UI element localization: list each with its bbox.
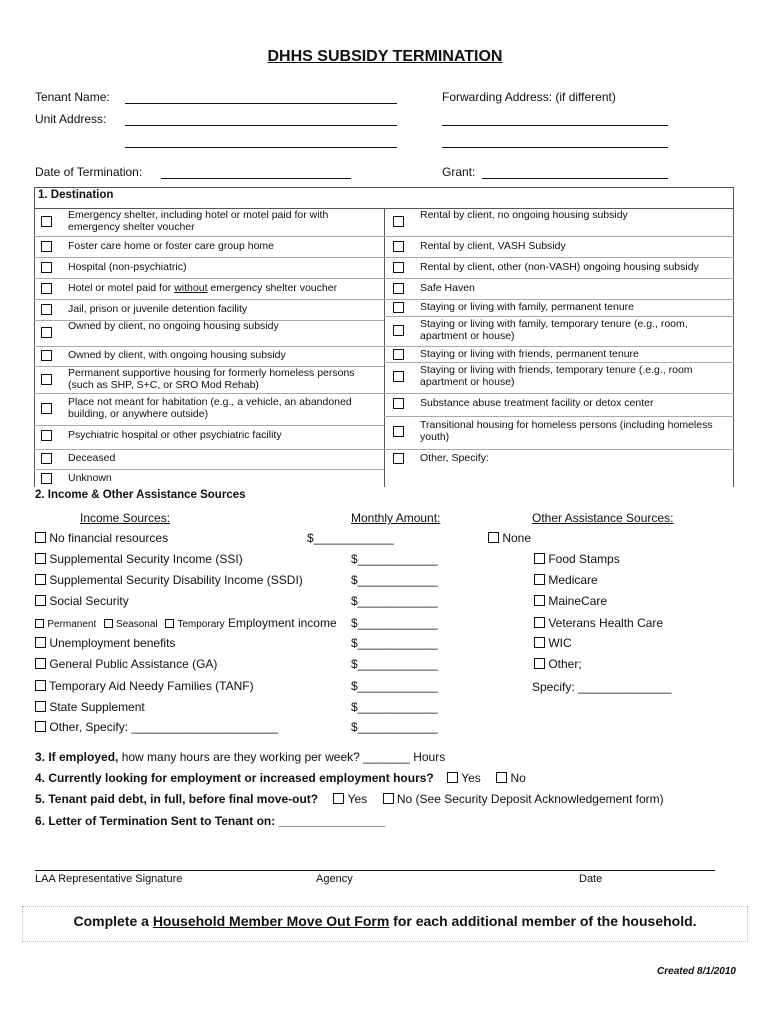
destination-left-checkbox-12[interactable] [41,473,52,484]
income-checkbox-9[interactable] [35,701,46,712]
monthly-amount-field-2[interactable]: $____________ [351,552,438,566]
income-row-10: Other, Specify: ______________________ [35,720,278,734]
other-assistance-checkbox-6[interactable] [534,637,545,648]
destination-left-option-3: Hospital (non-psychiatric) [68,261,187,273]
temporary-checkbox[interactable] [165,619,174,628]
q5-yes-checkbox[interactable] [333,793,344,804]
date-of-termination-label: Date of Termination: [35,165,143,179]
other-assistance-item-2: Food Stamps [534,552,620,566]
destination-left-checkbox-8[interactable] [41,374,52,385]
destination-left-checkbox-9[interactable] [41,403,52,414]
grant-field[interactable] [482,178,668,179]
agency-label: Agency [316,873,353,885]
grant-label: Grant: [442,165,476,179]
question-5: 5. Tenant paid debt, in full, before final move-out? Yes No (See Security Deposit Acknowledgement form) [35,792,664,806]
monthly-amount-field-4[interactable]: $____________ [351,594,438,608]
other-specify-field[interactable]: Specify: ______________ [532,680,672,694]
move-out-form-link[interactable]: Household Member Move Out Form [152,913,390,929]
signature-label: LAA Representative Signature [35,873,183,885]
income-heading: 2. Income & Other Assistance Sources [35,489,246,501]
income-checkbox-4[interactable] [35,595,46,606]
monthly-amount-field-3[interactable]: $____________ [351,573,438,587]
forwarding-address-field[interactable] [442,125,668,126]
other-assistance-item-3: Medicare [534,573,598,587]
unit-address-field[interactable] [125,125,397,126]
destination-right-option-1: Rental by client, no ongoing housing subsidy [420,209,628,221]
destination-heading: 1. Destination [38,189,114,201]
income-checkbox-7[interactable] [35,658,46,669]
other-assistance-checkbox-1[interactable] [488,532,499,543]
destination-left-option-11: Deceased [68,452,116,464]
destination-right-checkbox-9[interactable] [393,398,404,409]
destination-left-option-9: Place not meant for habitation (e.g., a vehicle, an abandoned building, or anywhere outside) [68,396,352,420]
destination-left-checkbox-11[interactable] [41,453,52,464]
destination-left-option-7: Owned by client, with ongoing housing subsidy [68,349,286,361]
permanent-checkbox[interactable] [35,619,44,628]
destination-right-option-11: Other, Specify: [420,452,489,464]
income-checkbox-8[interactable] [35,680,46,691]
other-assistance-checkbox-5[interactable] [534,617,545,628]
destination-left-option-5: Jail, prison or juvenile detention facility [68,303,248,315]
income-row-9: State Supplement [35,700,145,714]
other-assistance-checkbox-3[interactable] [534,574,545,585]
destination-right-checkbox-5[interactable] [393,302,404,313]
destination-left-option-1: Emergency shelter, including hotel or motel paid for with emergency shelter voucher [68,209,329,233]
income-row-7: General Public Assistance (GA) [35,657,217,671]
destination-right-option-9: Substance abuse treatment facility or detox center [420,397,654,409]
destination-left-checkbox-7[interactable] [41,350,52,361]
other-assistance-item-6: WIC [534,636,572,650]
question-6: 6. Letter of Termination Sent to Tenant on: ________________ [35,814,386,828]
destination-right-option-5: Staying or living with family, permanent tenure [420,301,634,313]
destination-left-option-2: Foster care home or foster care group home [68,240,275,252]
monthly-amount-field-5[interactable]: $____________ [351,616,438,630]
other-assistance-item-7: Other; [534,657,582,671]
question-3: 3. If employed, how many hours are they working per week? _______ Hours [35,750,446,764]
destination-right-option-7: Staying or living with friends, permanent tenure [420,347,639,360]
income-row-2: Supplemental Security Income (SSI) [35,552,243,566]
income-checkbox-2[interactable] [35,553,46,564]
footer-note: Complete a Household Member Move Out Form for each additional member of the household. [73,913,697,929]
other-assistance-checkbox-4[interactable] [534,595,545,606]
forwarding-address-label: Forwarding Address: (if different) [442,90,616,104]
destination-left-option-4: Hotel or motel paid for without emergency shelter voucher [68,282,338,294]
page-title: DHHS SUBSIDY TERMINATION [267,48,503,65]
destination-right-checkbox-4[interactable] [393,283,404,294]
destination-left-option-10: Psychiatric hospital or other psychiatric facility [68,429,282,441]
other-assistance-item-1: None [488,531,531,545]
income-row-1: No financial resources [35,531,168,545]
destination-right-option-4: Safe Haven [420,282,475,294]
income-checkbox-1[interactable] [35,532,46,543]
destination-left-checkbox-5[interactable] [41,304,52,315]
monthly-amount-field-8[interactable]: $____________ [351,679,438,693]
destination-left-checkbox-1[interactable] [41,216,52,227]
tenant-name-label: Tenant Name: [35,90,110,104]
monthly-amount-field-10[interactable]: $____________ [351,720,438,734]
destination-left-checkbox-6[interactable] [41,327,52,338]
employment-income-row: Permanent Seasonal Temporary Employment income [35,616,337,630]
destination-right-checkbox-6[interactable] [393,325,404,336]
destination-left-option-12: Unknown [68,472,112,484]
created-date: Created 8/1/2010 [657,966,736,977]
monthly-amount-field-7[interactable]: $____________ [351,657,438,671]
destination-right-option-3: Rental by client, other (non-VASH) ongoing housing subsidy [420,261,699,273]
monthly-amount-field-1[interactable]: $____________ [307,531,394,545]
destination-right-checkbox-10[interactable] [393,426,404,437]
destination-left-option-8: Permanent supportive housing for formerly homeless persons (such as SHP, S+C, or SRO Mod Rehab) [68,366,355,391]
destination-right-checkbox-11[interactable] [393,453,404,464]
income-checkbox-3[interactable] [35,574,46,585]
tenant-name-field[interactable] [125,103,397,104]
other-assistance-checkbox-7[interactable] [534,658,545,669]
destination-right-option-2: Rental by client, VASH Subsidy [420,240,566,252]
q5-no-checkbox[interactable] [383,793,394,804]
q4-yes-checkbox[interactable] [447,772,458,783]
destination-left-checkbox-10[interactable] [41,430,52,441]
date-label: Date [579,873,603,885]
signature-line[interactable] [35,870,715,871]
income-sources-header: Income Sources: [80,511,171,525]
destination-left-checkbox-3[interactable] [41,262,52,273]
destination-right-option-10: Transitional housing for homeless persons (including homeless youth) [420,419,713,443]
income-checkbox-6[interactable] [35,637,46,648]
income-row-6: Unemployment benefits [35,636,175,650]
destination-left-option-6: Owned by client, no ongoing housing subsidy [68,320,279,332]
monthly-amount-field-6[interactable]: $____________ [351,636,438,650]
destination-left-checkbox-2[interactable] [41,241,52,252]
income-checkbox-10[interactable] [35,721,46,732]
income-row-3: Supplemental Security Disability Income (SSDI) [35,573,303,587]
date-of-termination-field[interactable] [161,178,351,179]
other-assistance-checkbox-2[interactable] [534,553,545,564]
other-assistance-item-5: Veterans Health Care [534,616,663,630]
destination-left-checkbox-4[interactable] [41,283,52,294]
q4-no-checkbox[interactable] [496,772,507,783]
other-assistance-item-4: MaineCare [534,594,607,608]
unit-address-field-2[interactable] [125,147,397,148]
seasonal-checkbox[interactable] [104,619,113,628]
unit-address-label: Unit Address: [35,112,107,126]
question-4: 4. Currently looking for employment or increased employment hours? Yes No [35,771,526,785]
destination-right-checkbox-1[interactable] [393,216,404,227]
income-row-8: Temporary Aid Needy Families (TANF) [35,679,254,693]
destination-right-option-6: Staying or living with family, temporary tenure (e.g., room, apartment or house) [420,318,688,342]
forwarding-address-field-2[interactable] [442,147,668,148]
destination-right-checkbox-3[interactable] [393,262,404,273]
destination-right-checkbox-2[interactable] [393,241,404,252]
destination-right-checkbox-8[interactable] [393,371,404,382]
monthly-amount-field-9[interactable]: $____________ [351,700,438,714]
income-row-4: Social Security [35,594,129,608]
other-assistance-header: Other Assistance Sources: [532,511,674,525]
destination-right-option-8: Staying or living with friends, temporary tenure (.e.g., room apartment or house) [420,364,693,388]
monthly-amount-header: Monthly Amount: [351,511,441,525]
destination-right-checkbox-7[interactable] [393,349,404,360]
